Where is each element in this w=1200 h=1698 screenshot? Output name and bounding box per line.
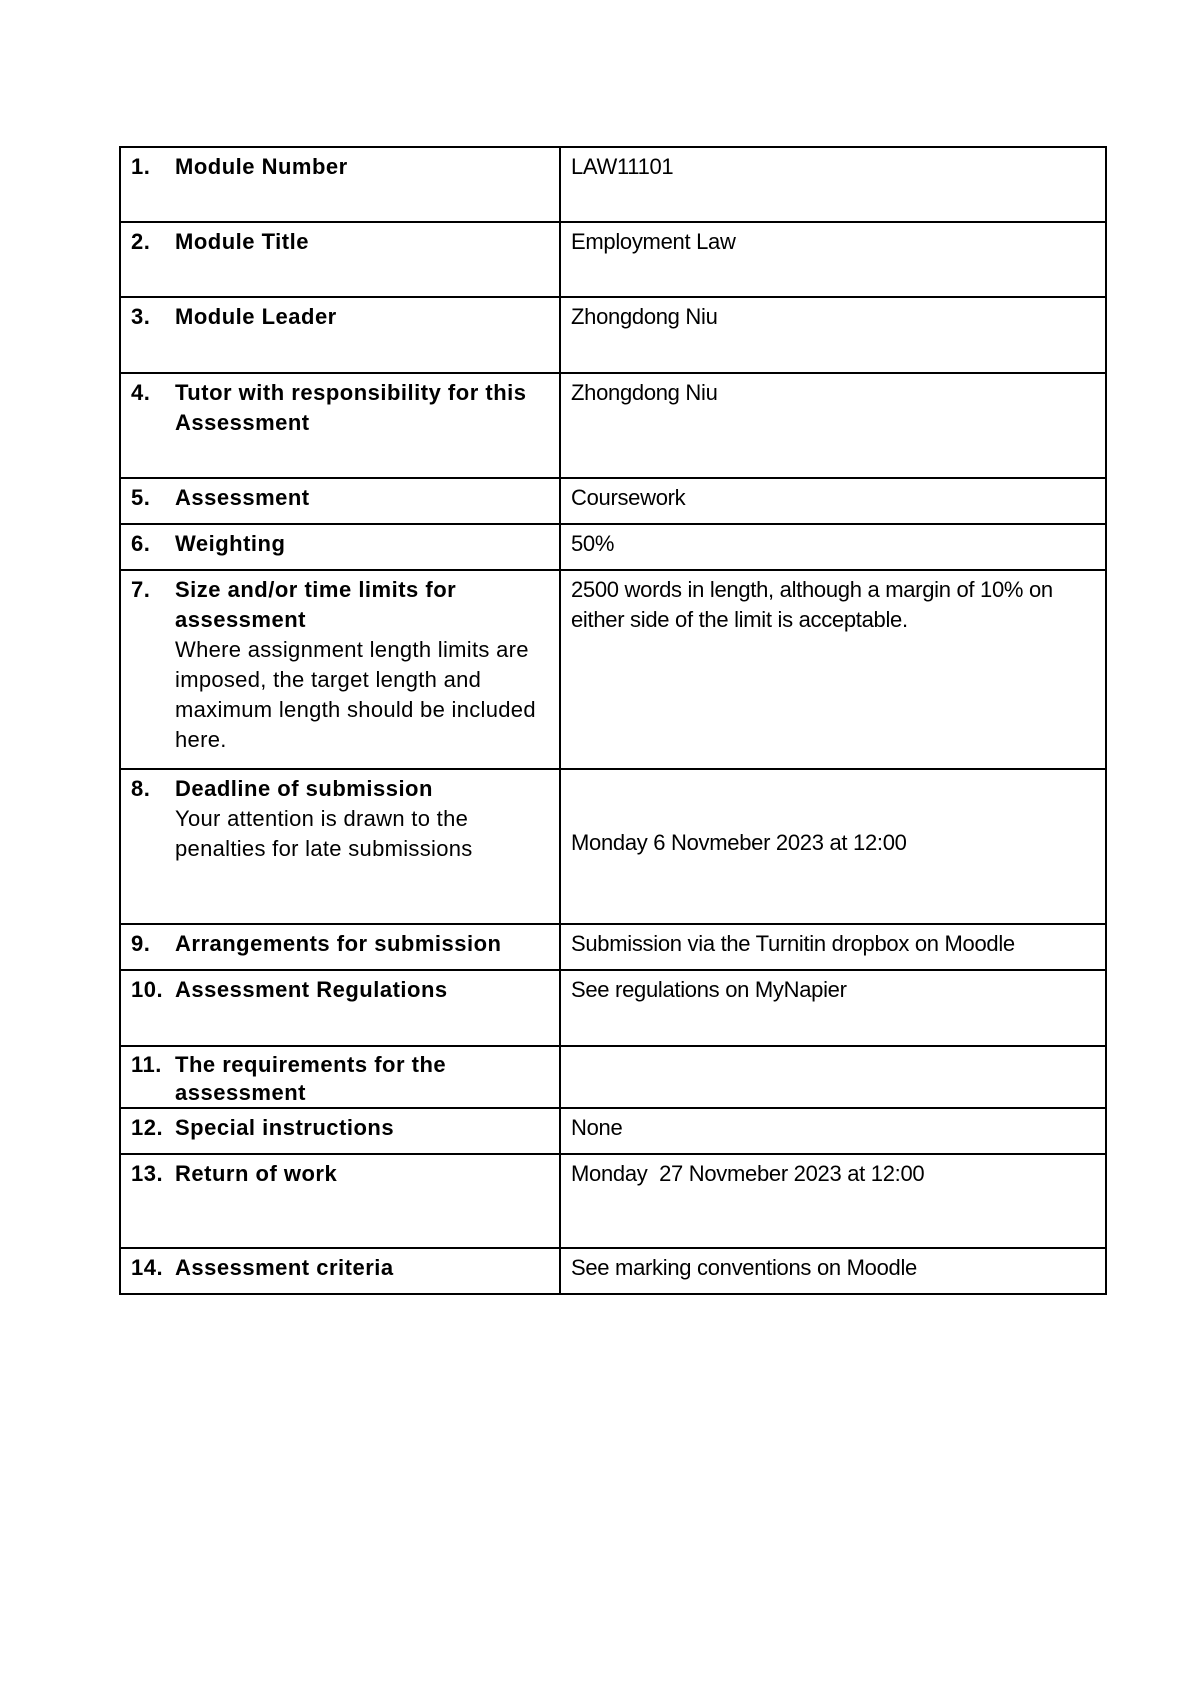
row-label: Assessment	[175, 485, 310, 510]
row-label: Assessment Regulations	[175, 977, 448, 1002]
table-row	[120, 769, 1106, 924]
label-cell	[120, 570, 560, 769]
row-number: 6.	[131, 531, 151, 556]
row-number: 8.	[131, 776, 151, 801]
value-cell	[560, 1248, 1106, 1294]
row-label: The requirements for the assessment	[175, 1052, 447, 1105]
row-number: 14.	[131, 1255, 164, 1280]
table-row	[120, 478, 1106, 524]
row-label: Module Title	[175, 229, 309, 254]
row-value: Employment Law	[571, 229, 736, 254]
row-value: Submission via the Turnitin dropbox on Moodle	[571, 931, 1015, 956]
row-number: 5.	[131, 485, 151, 510]
label-cell	[120, 222, 560, 297]
row-number: 12.	[131, 1115, 164, 1140]
row-value: 2500 words in length, although a margin of 10% on either side of the limit is acceptable.	[571, 577, 1053, 632]
row-number: 2.	[131, 229, 151, 254]
table-row	[120, 570, 1106, 769]
row-value: 50%	[571, 531, 615, 556]
row-label: Assessment criteria	[175, 1255, 394, 1280]
row-label: Arrangements for submission	[175, 931, 502, 956]
row-number: 10.	[131, 977, 164, 1002]
value-cell	[560, 373, 1106, 478]
label-cell	[120, 924, 560, 970]
label-cell	[120, 373, 560, 478]
table-row	[120, 297, 1106, 373]
row-note: Where assignment length limits are imposed, the target length and maximum length should be included here.	[175, 637, 536, 752]
label-cell	[120, 1046, 560, 1108]
row-value: Monday 6 Novmeber 2023 at 12:00	[571, 829, 907, 855]
table-row	[120, 1154, 1106, 1248]
value-cell	[560, 1108, 1106, 1154]
table-row	[120, 1248, 1106, 1294]
value-cell	[560, 1154, 1106, 1248]
value-cell	[560, 570, 1106, 769]
row-number: 13.	[131, 1161, 164, 1186]
value-cell	[560, 924, 1106, 970]
row-number: 11.	[131, 1052, 162, 1077]
table-row	[120, 1046, 1106, 1108]
table-row	[120, 524, 1106, 570]
row-number: 7.	[131, 577, 151, 602]
row-value: Coursework	[571, 485, 686, 510]
row-number: 4.	[131, 380, 151, 405]
row-label: Return of work	[175, 1161, 338, 1186]
value-cell	[560, 297, 1106, 373]
table-row	[120, 970, 1106, 1046]
row-number: 9.	[131, 931, 151, 956]
label-cell	[120, 478, 560, 524]
value-cell	[560, 970, 1106, 1046]
row-number: 3.	[131, 304, 151, 329]
row-label: Module Number	[175, 154, 348, 179]
row-label: Tutor with responsibility for this Assessment	[175, 380, 527, 435]
value-cell	[560, 222, 1106, 297]
row-value: See regulations on MyNapier	[571, 977, 847, 1002]
value-cell	[560, 478, 1106, 524]
row-label: Module Leader	[175, 304, 337, 329]
table-row	[120, 222, 1106, 297]
row-number: 1.	[131, 154, 151, 179]
value-cell	[560, 147, 1106, 222]
row-label: Weighting	[175, 531, 286, 556]
row-label: Deadline of submission	[175, 776, 433, 801]
row-value: LAW11101	[571, 154, 674, 179]
row-value: Monday 27 Novmeber 2023 at 12:00	[571, 1161, 925, 1186]
row-value: Zhongdong Niu	[571, 380, 718, 405]
row-label: Special instructions	[175, 1115, 395, 1140]
assessment-info-table	[119, 146, 1107, 1295]
label-cell	[120, 524, 560, 570]
value-cell	[560, 769, 1106, 924]
table-row	[120, 147, 1106, 222]
row-value: Zhongdong Niu	[571, 304, 718, 329]
table-row	[120, 924, 1106, 970]
row-note: Your attention is drawn to the penalties for late submissions	[175, 806, 473, 861]
value-cell	[560, 1046, 1106, 1108]
table-row	[120, 1108, 1106, 1154]
row-label: Size and/or time limits for assessment	[175, 577, 457, 632]
label-cell	[120, 1248, 560, 1294]
row-value: None	[571, 1115, 623, 1140]
row-value: See marking conventions on Moodle	[571, 1255, 917, 1280]
value-cell	[560, 524, 1106, 570]
label-cell	[120, 769, 560, 924]
label-cell	[120, 1108, 560, 1154]
label-cell	[120, 1154, 560, 1248]
label-cell	[120, 297, 560, 373]
label-cell	[120, 970, 560, 1046]
label-cell	[120, 147, 560, 222]
table-row	[120, 373, 1106, 478]
